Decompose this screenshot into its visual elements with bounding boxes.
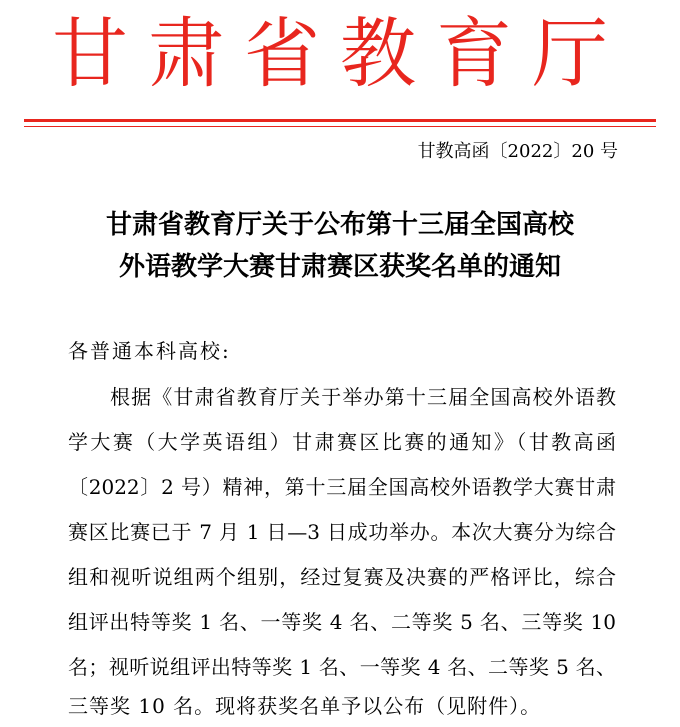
salutation: 各普通本科高校: <box>68 339 231 363</box>
body-line-2: 学大赛（大学英语组）甘肃赛区比赛的通知》（甘教高函 <box>68 430 616 454</box>
body-line-5: 组和视听说组两个组别，经过复赛及决赛的严格评比，综合 <box>68 565 616 589</box>
body-line-4: 赛区比赛已于 7 月 1 日—3 日成功举办。本次大赛分为综合 <box>68 520 616 544</box>
body-line-7: 名；视听说组评出特等奖 1 名、一等奖 4 名、二等奖 5 名、 <box>68 655 616 679</box>
document-title <box>0 204 680 288</box>
masthead-title: 甘肃省教育厅 <box>52 9 628 98</box>
document-number: 甘教高函〔2022〕20 号 <box>417 141 618 162</box>
masthead-rule-thick <box>24 119 656 122</box>
body-line-6: 组评出特等奖 1 名、一等奖 4 名、二等奖 5 名、三等奖 10 <box>68 610 616 634</box>
body-line-1: 根据《甘肃省教育厅关于举办第十三届全国高校外语教 <box>110 385 616 409</box>
body-line-3: 〔2022〕2 号）精神，第十三届全国高校外语教学大赛甘肃 <box>68 475 616 499</box>
body-line-8: 三等奖 10 名。现将获奖名单予以公布（见附件）。 <box>68 694 542 718</box>
masthead-rule-thin <box>24 126 656 127</box>
title-line-2: 外语教学大赛甘肃赛区获奖名单的通知 <box>118 252 561 282</box>
title-line-1: 甘肃省教育厅关于公布第十三届全国高校 <box>105 210 574 240</box>
